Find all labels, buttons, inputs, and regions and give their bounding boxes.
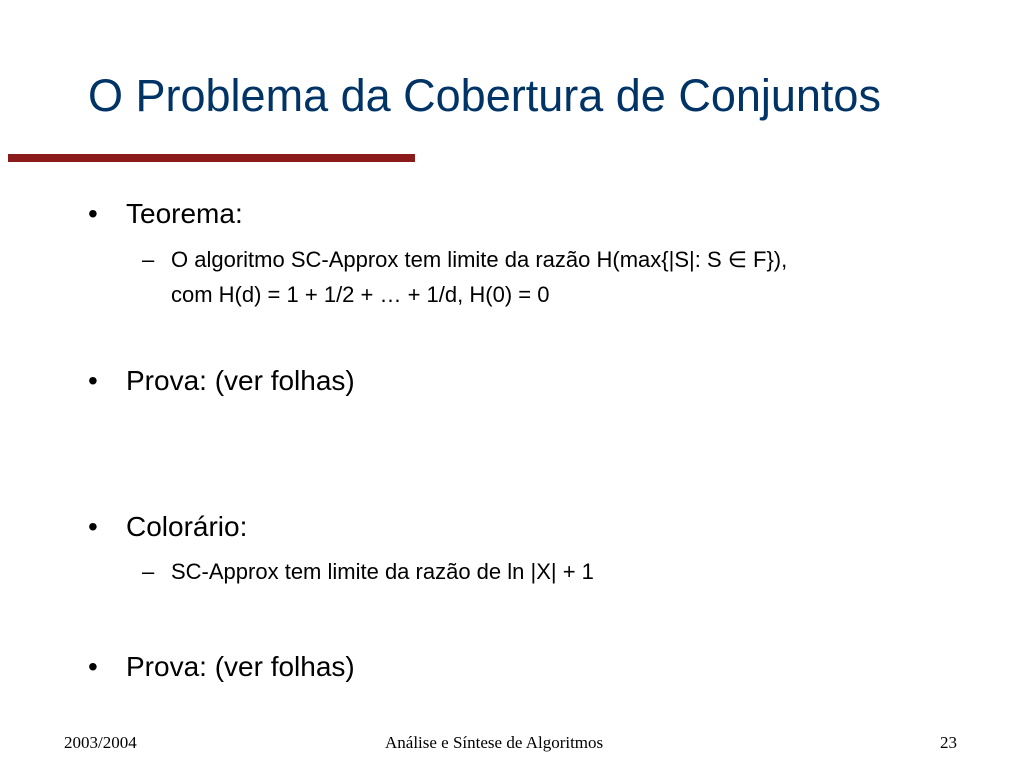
sub-dash-icon: – xyxy=(142,247,155,272)
bullet-label: Prova: (ver folhas) xyxy=(126,651,355,682)
bullet-label: Colorário: xyxy=(126,511,248,542)
bullet-dot-icon: • xyxy=(88,198,98,229)
title-underline-rule xyxy=(8,154,415,162)
bullet-dot-icon: • xyxy=(88,511,98,542)
footer-page-number: 23 xyxy=(940,733,957,752)
sub-item-line: O algoritmo SC-Approx tem limite da razão H(max{|S|: S ∈ F}), xyxy=(171,247,788,272)
bullet-dot-icon: • xyxy=(88,651,98,682)
sub-dash-icon: – xyxy=(142,559,155,584)
slide-title: O Problema da Cobertura de Conjuntos xyxy=(88,70,881,121)
bullet-label: Teorema: xyxy=(126,198,243,229)
footer-course-name: Análise e Síntese de Algoritmos xyxy=(385,733,604,752)
sub-item-line: com H(d) = 1 + 1/2 + … + 1/d, H(0) = 0 xyxy=(171,282,550,307)
bullet-dot-icon: • xyxy=(88,365,98,396)
bullet-label: Prova: (ver folhas) xyxy=(126,365,355,396)
footer-date: 2003/2004 xyxy=(64,733,137,752)
sub-item-line: SC-Approx tem limite da razão de ln |X| + 1 xyxy=(171,559,594,584)
